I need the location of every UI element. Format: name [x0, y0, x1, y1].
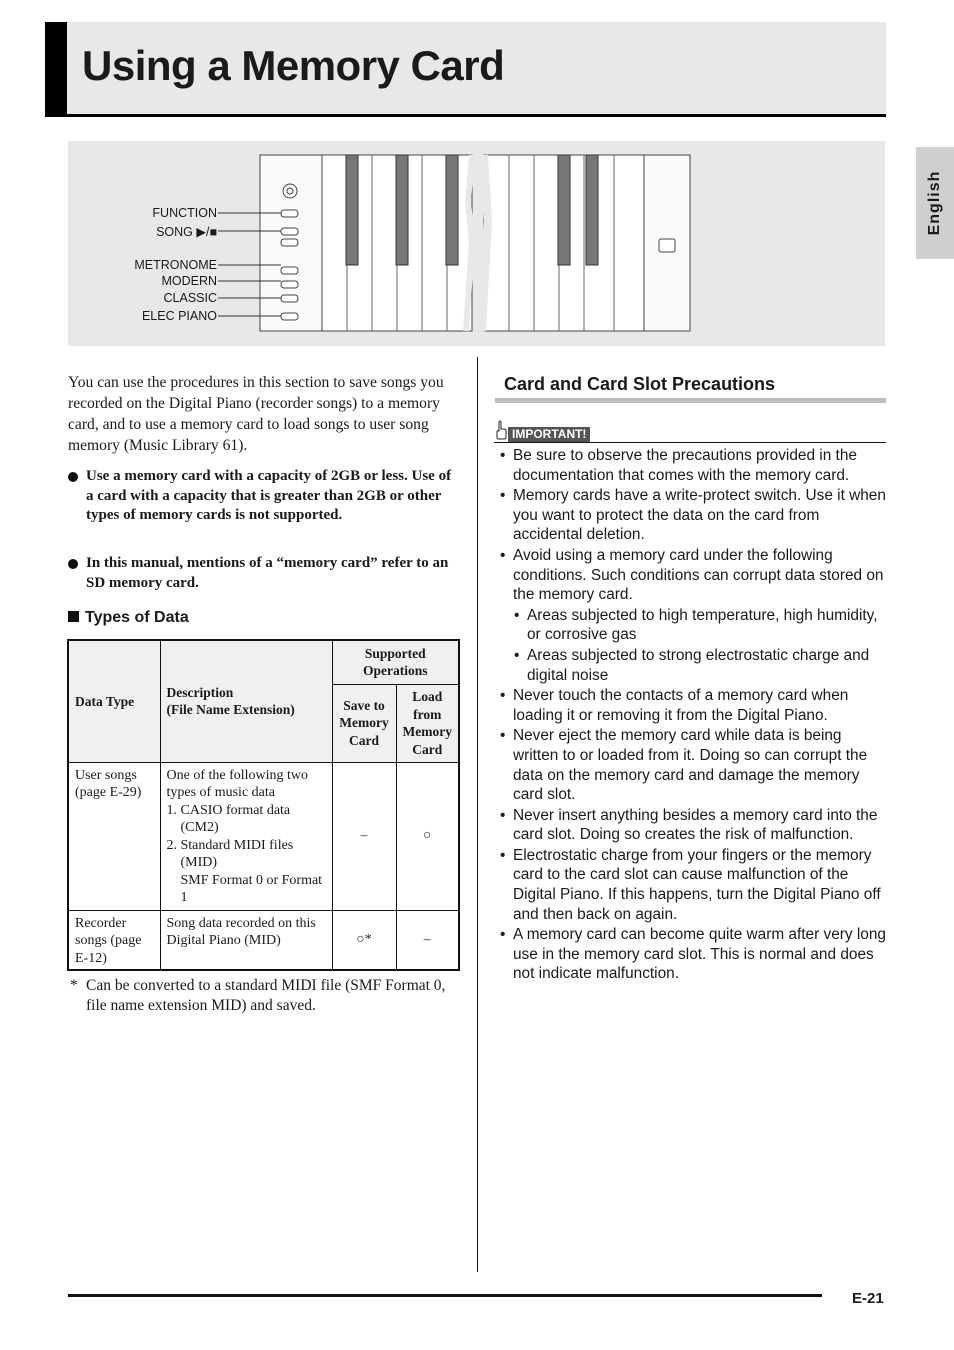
- list-item: [496, 446, 888, 485]
- language-tab-label: English: [926, 170, 943, 236]
- cell-data-type: Recorder songs (page E-12): [68, 910, 160, 970]
- header-description-title: Description: [166, 684, 234, 700]
- pointing-hand-icon: [494, 420, 508, 440]
- bullet-text: Use a memory card with a capacity of 2GB or less. Use of a card with a capacity that is greater than 2GB or other types of memory cards is not supported.: [86, 468, 452, 523]
- types-heading-text: Types of Data: [85, 609, 189, 626]
- intro-paragraph: You can use the procedures in this section to save songs you recorded on the Digital Piano (recorder songs) to a memory card, and to use a memory card to load songs to user song memory (Music Library 61).: [68, 374, 444, 454]
- header-description-sub: (File Name Extension): [166, 702, 295, 718]
- list-item: [496, 726, 888, 804]
- description-line: SMF Format 0 or Format 1: [180, 872, 323, 905]
- important-badge: IMPORTANT!: [508, 427, 590, 442]
- description-line: 2. Standard MIDI files (MID): [166, 837, 294, 870]
- list-item-text: Never insert anything besides a memory card into the card slot. Doing so creates the risk of malfunction.: [513, 806, 878, 844]
- bullet-dot-icon: [68, 559, 78, 569]
- page-number: E-21: [852, 1290, 884, 1307]
- label-elec-piano: ELEC PIANO: [141, 309, 217, 323]
- bullet-text: In this manual, mentions of a “memory card” refer to an SD memory card.: [86, 555, 449, 591]
- list-item: [496, 925, 888, 984]
- description-line: 1. CASIO format data (CM2): [166, 802, 291, 835]
- cell-save: –: [332, 762, 396, 910]
- list-item: [496, 486, 888, 545]
- list-item: [496, 806, 888, 845]
- language-tab: [916, 147, 954, 259]
- list-item-text: Avoid using a memory card under the following conditions. Such conditions can corrupt data stored on the memory card.: [513, 546, 884, 604]
- list-item-text: Never touch the contacts of a memory card when loading it or removing it from the Digital Piano.: [513, 687, 849, 724]
- bullet-item: [68, 467, 460, 526]
- sub-list-item-text: Areas subjected to high temperature, high humidity, or corrosive gas: [527, 606, 878, 644]
- bullet-icon: •: [500, 806, 506, 824]
- precautions-list: [496, 446, 888, 985]
- heading-underline: [495, 398, 886, 403]
- section-heading-precautions: Card and Card Slot Precautions: [504, 374, 776, 394]
- list-item: [496, 686, 888, 725]
- page-title: Using a Memory Card: [82, 42, 505, 89]
- cell-load: –: [396, 910, 459, 970]
- column-divider: [477, 357, 478, 1272]
- square-bullet-icon: [68, 611, 79, 622]
- bullet-icon: •: [500, 926, 506, 944]
- header-description: [160, 640, 332, 762]
- types-of-data-table: [67, 639, 460, 971]
- bullet-icon: •: [500, 487, 506, 505]
- header-supported-operations: Supported Operations: [332, 640, 459, 684]
- label-function: FUNCTION: [152, 206, 217, 220]
- footnote-mark: *: [70, 977, 78, 994]
- label-classic: CLASSIC: [163, 291, 217, 305]
- list-item-text: A memory card can become quite warm after very long use in the memory card slot. This is normal and does not indicate malfunction.: [513, 926, 886, 983]
- list-item: [496, 546, 888, 605]
- list-item-text: Never eject the memory card while data is being written to or loaded from it. Doing so can corrupt the data on the memory card and damage the memory card slot.: [513, 727, 868, 804]
- bullet-dot-icon: [68, 472, 78, 482]
- footer-rule: [68, 1294, 822, 1297]
- bullet-icon: •: [514, 646, 520, 664]
- bullet-icon: •: [500, 727, 506, 745]
- piano-panel-diagram: [68, 141, 885, 346]
- cell-data-type: User songs (page E-29): [68, 762, 160, 910]
- cell-description: [160, 910, 332, 970]
- list-item-text: Electrostatic charge from your fingers or the memory card to the card slot can cause malfunction of the Digital Piano. If this happens, turn the Digital Piano off and then back on again.: [513, 846, 881, 923]
- important-underline: [494, 442, 886, 443]
- label-metronome: METRONOME: [134, 258, 217, 272]
- table-row: [68, 762, 459, 910]
- sub-list-item: [496, 606, 888, 645]
- table-footnote: [70, 976, 462, 1016]
- header-save-to-card: Save to Memory Card: [332, 684, 396, 762]
- label-song: SONG ▶/■: [156, 225, 217, 239]
- description-line: Song data recorded on this Digital Piano (MID): [166, 915, 316, 948]
- description-line: One of the following two types of music data: [166, 767, 309, 800]
- section-heading-types: [68, 609, 189, 627]
- sub-list-item-text: Areas subjected to strong electrostatic charge and digital noise: [527, 646, 870, 684]
- table-row: [68, 910, 459, 970]
- title-accent-bar: [45, 22, 67, 114]
- bullet-icon: •: [500, 447, 506, 464]
- cell-save: ○*: [332, 910, 396, 970]
- list-item-text: Memory cards have a write-protect switch. Use it when you want to protect the data on the card from accidental deletion.: [513, 487, 886, 544]
- list-item-text: Be sure to observe the precautions provided in the documentation that comes with the memory card.: [513, 447, 857, 484]
- bullet-item: [68, 554, 460, 593]
- title-band: [45, 22, 886, 117]
- bullet-icon: •: [500, 546, 506, 564]
- cell-description: [160, 762, 332, 910]
- header-data-type: Data Type: [68, 640, 160, 762]
- bullet-icon: •: [500, 846, 506, 864]
- bullet-icon: •: [514, 606, 520, 624]
- footnote-text: Can be converted to a standard MIDI file (SMF Format 0, file name extension MID) and saved.: [86, 977, 446, 1014]
- important-notice: [494, 420, 886, 444]
- cell-load: ○: [396, 762, 459, 910]
- header-load-from-card: Load from Memory Card: [396, 684, 459, 762]
- label-modern: MODERN: [161, 274, 217, 288]
- list-item: [496, 846, 888, 924]
- sub-list-item: [496, 646, 888, 685]
- bullet-icon: •: [500, 687, 506, 705]
